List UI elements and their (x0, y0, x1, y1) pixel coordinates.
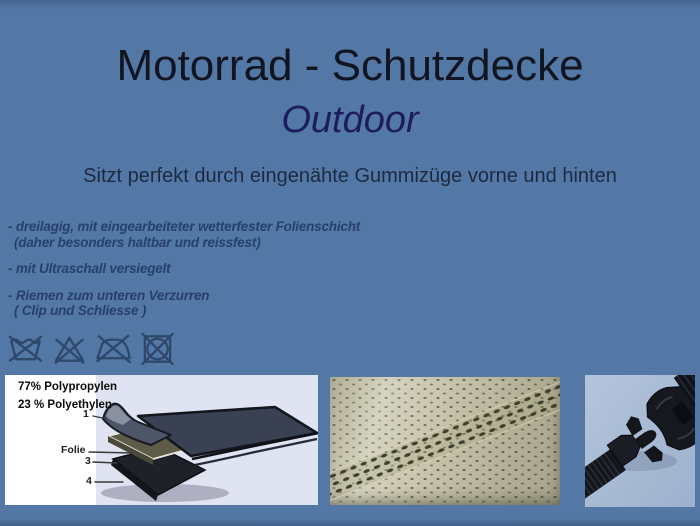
do-not-iron-icon (95, 330, 132, 368)
layer-callout: 4 (86, 475, 92, 487)
buckle-photo (585, 375, 695, 507)
page-title: Motorrad - Schutzdecke (116, 41, 584, 90)
do-not-bleach-icon (51, 330, 88, 368)
page-subtitle: Outdoor (281, 99, 419, 141)
clip-buckle-illustration (585, 375, 695, 507)
layer-callout: 1 (83, 408, 89, 420)
do-not-wash-icon (7, 330, 44, 368)
care-symbols (7, 330, 176, 368)
composition-text: 77% Polypropylen (18, 381, 118, 393)
composition-text: 23 % Polyethylen (18, 399, 112, 411)
feature-item: ( Clip und Schliesse ) (14, 303, 147, 318)
feature-item: - mit Ultraschall versiegelt (8, 261, 171, 276)
feature-item: - Riemen zum unteren Verzurren (8, 287, 210, 303)
material-layers-photo (5, 375, 318, 505)
fabric-texture-photo (330, 377, 560, 505)
feature-list (8, 219, 360, 319)
do-not-tumble-dry-icon (139, 330, 176, 368)
ultrasonic-seam (330, 378, 560, 502)
material-layers-illustration (5, 375, 318, 505)
tagline: Sitzt perfekt durch eingenähte Gummizüge vorne und hinten (83, 165, 617, 187)
feature-item: - dreilagig, mit eingearbeiteter wetterfester Folienschicht (8, 219, 361, 234)
feature-item: (daher besonders haltbar und reissfest) (14, 234, 261, 250)
layer-callout: Folie (61, 444, 86, 456)
layer-callout: 3 (85, 455, 91, 467)
